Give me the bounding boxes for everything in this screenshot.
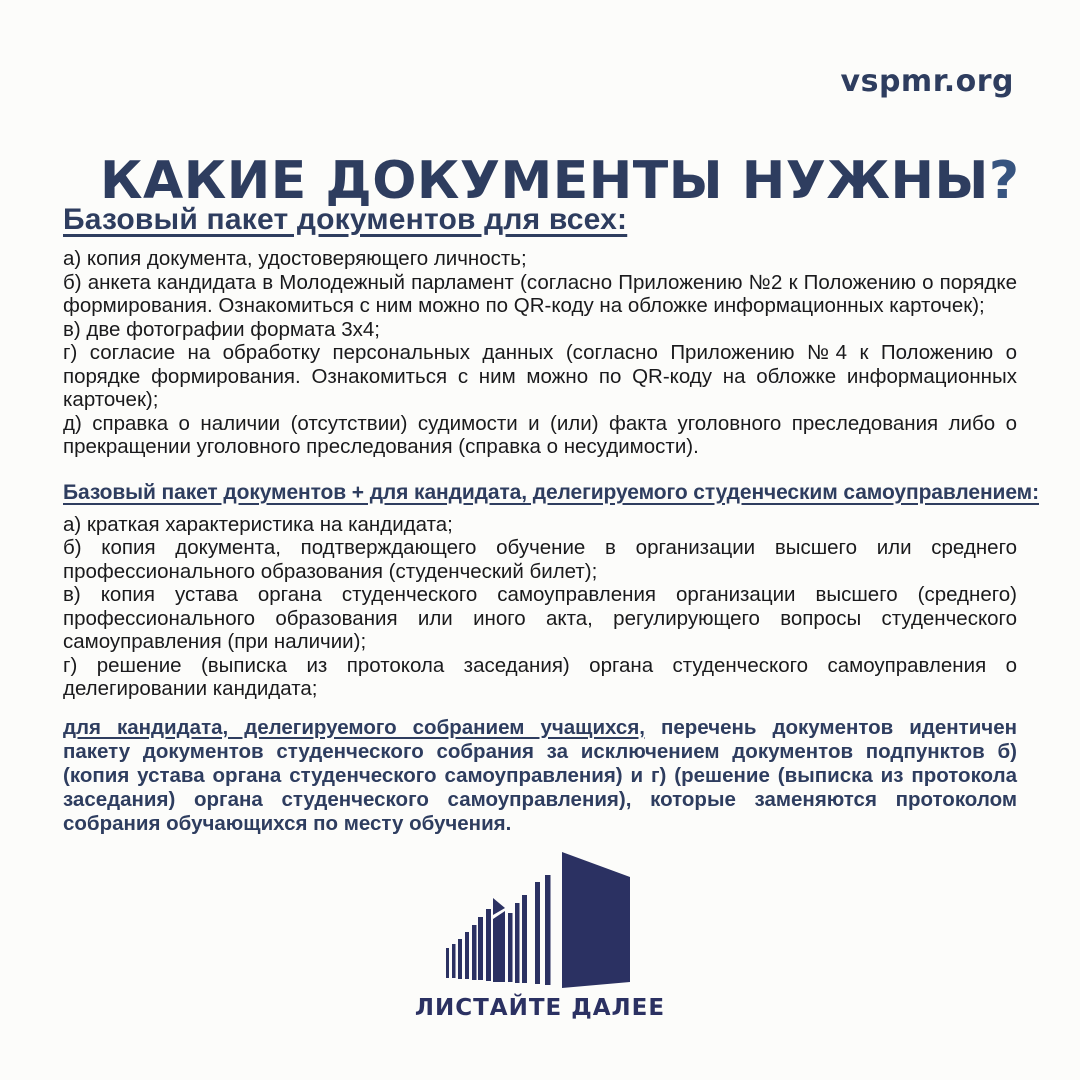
list-item: а) копия документа, удостоверяющего личность; bbox=[63, 247, 527, 270]
title-question-mark: ? bbox=[988, 150, 1020, 211]
section-heading-student-delegate: Базовый пакет документов + для кандидата, делегируемого студенческим самоуправлением: bbox=[63, 480, 1039, 504]
list-item: г) согласие на обработку персональных данных (согласно Приложению №4 к Положению о порядке формирования. Ознакомиться с ним можно по QR-коду на обложке информационных карточек); bbox=[63, 341, 1017, 411]
vspmr-building-logo-icon bbox=[440, 845, 640, 995]
base-package-list bbox=[63, 247, 1017, 459]
list-item: в) две фотографии формата 3х4; bbox=[63, 317, 380, 341]
list-item: а) краткая характеристика на кандидата; bbox=[63, 512, 453, 536]
student-delegate-list bbox=[63, 513, 1017, 701]
list-item: д) справка о наличии (отсутствии) судимости и (или) факта уголовного преследования либо о прекращении уголовного преследования (справка о несудимости). bbox=[63, 411, 1017, 458]
note-rest: перечень документов идентичен пакету документов студенческого собрания за исключением документов подпунктов б) (копия устава органа студенческого самоуправления) и г) (решение (выписка из протокола заседания) органа студенческого самоуправления), которые заменяются протоколом собрания обучающихся по месту обучения. bbox=[63, 715, 1017, 835]
swipe-next-caption: ЛИСТАЙТЕ ДАЛЕЕ bbox=[414, 995, 666, 1021]
list-item: б) копия документа, подтверждающего обучение в организации высшего или среднего профессионального образования (студенческий билет); bbox=[63, 536, 1017, 583]
pupils-assembly-note bbox=[63, 716, 1017, 836]
content-column bbox=[63, 202, 1039, 836]
page-title-text: КАКИЕ ДОКУМЕНТЫ НУЖНЫ bbox=[100, 150, 989, 211]
list-item: б) анкета кандидата в Молодежный парламент (согласно Приложению №2 к Положению о порядке формирования. Ознакомиться с ним можно по QR-коду на обложке информационных карточек); bbox=[63, 270, 1017, 317]
list-item: в) копия устава органа студенческого самоуправления организации высшего (среднего) профессионального образования или иного акта, регулирующего вопросы студенческого самоуправления (при наличии); bbox=[63, 583, 1017, 653]
section-heading-base-package: Базовый пакет документов для всех: bbox=[63, 203, 628, 236]
list-item: г) решение (выписка из протокола заседания) органа студенческого самоуправления о делегировании кандидата; bbox=[63, 653, 1017, 700]
site-url: vspmr.org bbox=[840, 64, 1014, 99]
note-underlined-lead: для кандидата, делегируемого собранием учащихся, bbox=[63, 715, 645, 739]
